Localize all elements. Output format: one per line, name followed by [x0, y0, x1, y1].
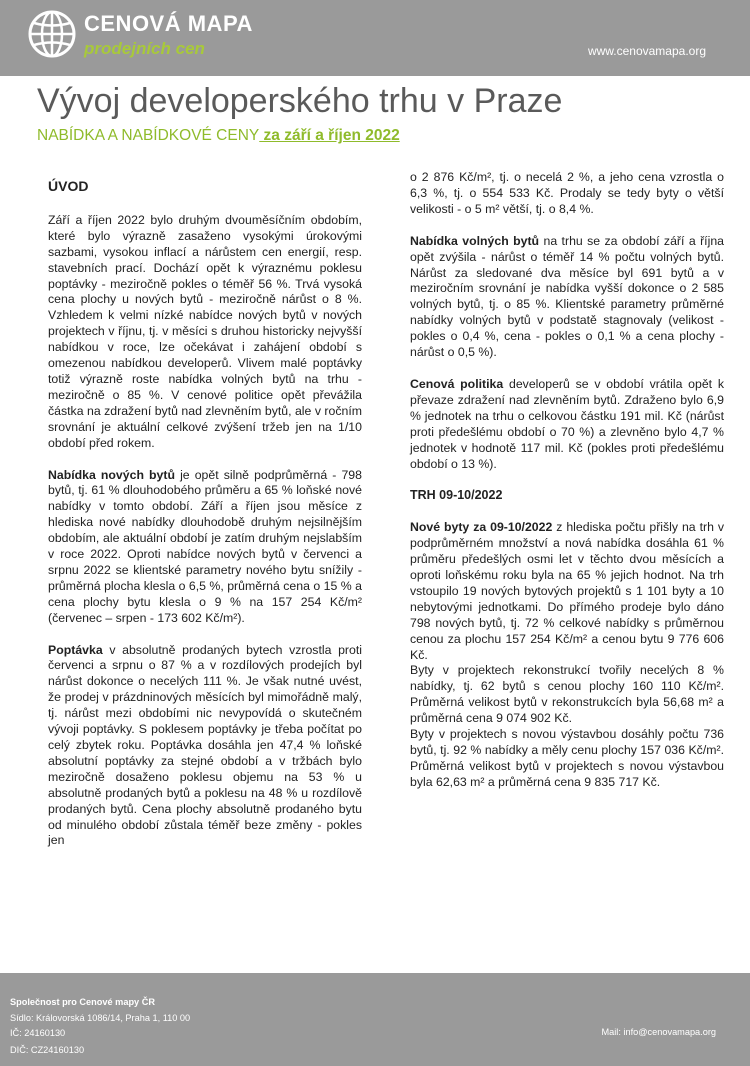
pricing-text: developerů se v období vrátila opět k převaze zdražení nad zlevněním bytů. Zdraženo bylo 6,9 % jednotek na trhu o celkovou částku 191 mil. Kč (nárůst proti předešlému období o 70 %) a zlevněno bylo 4,7 % jednotek v hodnotě 117 mil. Kč (pokles proti předešlému období o 13 %).: [410, 376, 724, 471]
pricing-lead: Cenová politika: [410, 376, 504, 391]
page-subtitle: [37, 127, 400, 145]
market-text-3: Byty v projektech s novou výstavbou dosáhly počtu 736 bytů, tj. 92 % nabídky a měly cenu plochy 157 036 Kč/m². Průměrná velikost bytů v projektech s novou výstavbou byla 62,63 m² a průměrná cena 9 835 717 Kč.: [410, 727, 724, 789]
page-footer: [0, 973, 750, 1066]
vacant-supply-paragraph: [410, 234, 724, 361]
footer-mail[interactable]: Mail: info@cenovamapa.org: [601, 1027, 716, 1037]
demand-lead: Poptávka: [48, 642, 103, 657]
subtitle-prefix: NABÍDKA A NABÍDKOVÉ CENY: [37, 127, 260, 144]
vacant-text: na trhu se za období září a října opět zvýšila - nárůst o téměř 14 % počtu volných bytů. Nárůst za sledované dva měsíce byl 691 bytů a v meziročním srovnání je nabídka vyšší dokonce o 2 585 volných bytů, tj. o 85 %. Klientské parametry průměrné nabídky volných bytů v podstatě stagnovaly (velikost - pokles o 0,4 %, cena - pokles o 0,1 % a cena plochy - nárůst o 0,5 %).: [410, 233, 724, 360]
page-header: [0, 0, 750, 76]
footer-company: Společnost pro Cenové mapy ČR: [10, 997, 155, 1007]
new-supply-paragraph: [48, 468, 362, 627]
market-lead: Nové byty za 09-10/2022: [410, 520, 553, 535]
right-column: [410, 170, 724, 791]
new-supply-lead: Nabídka nových bytů: [48, 467, 175, 482]
brand-tagline: prodejních cen: [84, 39, 205, 58]
intro-paragraph: Září a říjen 2022 bylo druhým dvouměsíčním obdobím, které bylo výrazně zasaženo vysokými úrokovými sazbami, vysokou inflací a nárůstem cen energií, resp. stavebních prací. Dochází opět k výraznému poklesu poptávky - meziročně pokles o téměř 56 %. Trvá vysoká cena plochy u nových bytů - meziročně nárůst o 8 %. Vzhledem k velmi nízké nabídce nových bytů v nových projektech v říjnu, tj. v měsíci s druhou historicky nejvyšší nabídkou v roce, lze očekávat i zahájení období s omezenou nabídkou developerů. Vlivem malé poptávky totiž výrazně roste nabídka volných bytů na trhu - meziročně o 85 %. V cenové politice opět převážila částka na zdražení bytů nad zlevněním bytů, ale v ročním srovnání je aktuální celkové zvýšení tržeb jen na 1/10 období před rokem.: [48, 212, 362, 450]
new-supply-text: je opět silně podprůměrná - 798 bytů, tj. 61 % dlouhodobého průměru a 65 % loňské nové nabídky v tomto období. Září a říjen jsou měsíce z hlediska nové nabídky dlouhodobě druhým nejsilnějším obdobím, ale aktuální období je zatím druhým nejslabším v roce 2022. Oproti nabídce nových bytů v červenci a srpnu 2022 se klientské parametry nového bytu snížily - průměrná plocha klesla o 6,5 %, průměrná cena o 15 % a cena plochy bytu klesla o 9 % na 157 254 Kč/m² (červenec – srpen - 173 602 Kč/m²).: [48, 467, 362, 625]
demand-continuation: o 2 876 Kč/m², tj. o necelá 2 %, a jeho cena vzrostla o 6,3 %, tj. o 554 533 Kč. Prodaly se tedy byty o větší velikosti - o 5 m² větší, tj. o 8,4 %.: [410, 170, 724, 216]
subtitle-period: za září a říjen 2022: [259, 127, 400, 144]
globe-grid-icon: [27, 9, 77, 59]
section-heading-intro: ÚVOD: [48, 178, 89, 194]
demand-paragraph: [48, 643, 362, 850]
market-paragraph: [410, 520, 724, 663]
left-column: [48, 170, 362, 865]
footer-ic: IČ: 24160130: [10, 1028, 66, 1038]
demand-text: v absolutně prodaných bytech vzrostla proti červenci a srpnu o 87 % a v rozdílových prodejích byl nárůst dokonce o necelých 111 %. Je však nutné uvést, že prodej v prázdninových měsících byl mimořádně malý, tj. nárůst mezi obdobími nic nevypovídá o skutečném vývoji poptávky. S poklesem poptávky je třeba počítat po celý zbytek roku. Poptávka dosáhla jen 47,4 % loňské absolutní poptávky za stejné období a v tržbách bylo meziročně dosaženo poklesu objemu na 53 % u absolutně prodaných bytů a poklesu na 48 % u rozdílově prodaných bytů. Cena plochy absolutně prodaného bytu od minulého období zůstala téměř beze změny - pokles jen: [48, 642, 362, 848]
website-link[interactable]: www.cenovamapa.org: [587, 44, 706, 58]
footer-dic: DIČ: CZ24160130: [10, 1045, 85, 1055]
page-title: Vývoj developerského trhu v Praze: [37, 82, 563, 120]
market-text-2: Byty v projektech rekonstrukcí tvořily necelých 8 % nabídky, tj. 62 bytů s cenou plochy 160 110 Kč/m². Průměrná velikost bytů v rekonstrukcích byla 56,68 m² a průměrná cena 9 074 902 Kč.: [410, 663, 724, 726]
section-heading-market: TRH 09-10/2022: [410, 488, 503, 503]
pricing-paragraph: [410, 377, 724, 472]
brand-name: CENOVÁ MAPA: [84, 11, 253, 36]
footer-address: Sídlo: Královorská 1086/14, Praha 1, 110 00: [10, 1013, 191, 1023]
market-text-1: z hlediska počtu přišly na trh v podprůměrném množství a nová nabídka dosáhla 61 % průměru předešlých osmi let v těchto dvou měsících a oproti loňskému roku byla na 65 % jejich hodnot. Na trh vstoupilo 19 nových bytových projektů s 1 101 byty a 10 nebytovými jednotkami. Do přímého prodeje bylo dáno 798 nových bytů, tj. 72 % celkové nabídky s průměrnou cenou za plochu 157 254 Kč/m² a cenou bytu 9 776 606 Kč.: [410, 520, 724, 662]
vacant-lead: Nabídka volných bytů: [410, 233, 540, 248]
